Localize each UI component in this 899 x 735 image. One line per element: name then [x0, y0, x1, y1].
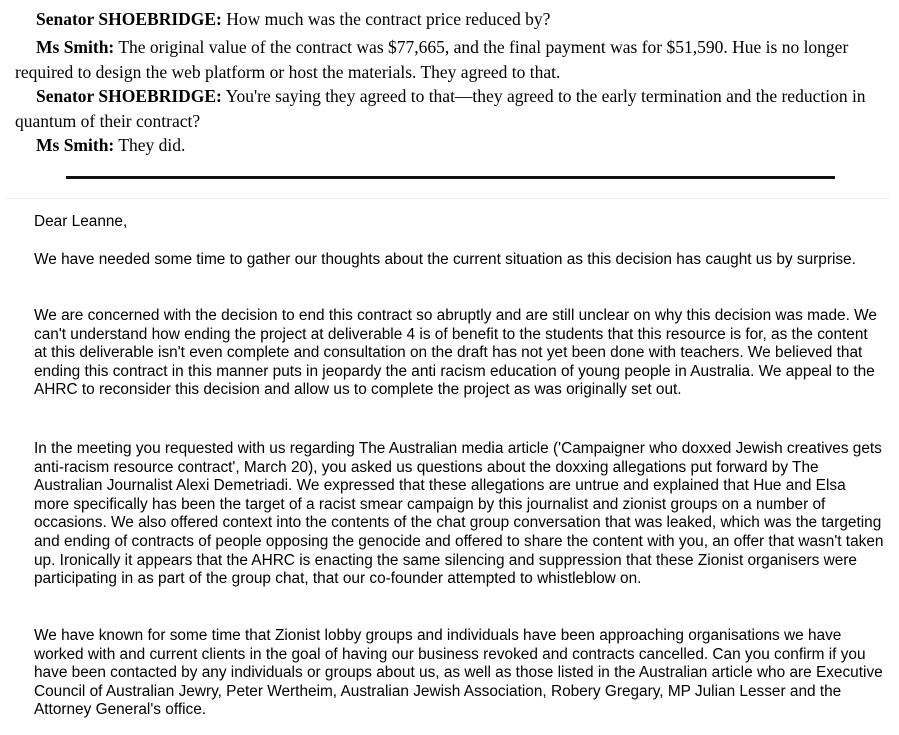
email-paragraph: We have needed some time to gather our thoughts about the current situation as this decision has caught us by surprise. — [34, 251, 856, 268]
speaker-name: Senator SHOEBRIDGE: — [36, 86, 222, 106]
email-greeting: Dear Leanne, — [34, 213, 128, 230]
email-border — [6, 198, 889, 199]
spoken-text: You're saying they agreed to that—they agreed to the early termination and the reduction in quantum of their contract? — [15, 86, 866, 131]
transcript-entry — [15, 35, 885, 84]
transcript-entry — [15, 133, 885, 158]
hansard-transcript-excerpt — [0, 0, 899, 162]
transcript-entry — [15, 84, 885, 133]
spoken-text: How much was the contract price reduced by? — [226, 9, 551, 29]
speaker-name: Ms Smith: — [36, 37, 115, 57]
email-paragraph: In the meeting you requested with us regarding The Australian media article ('Campaigner who doxxed Jewish creatives gets anti-racism resource contract', March 20), you asked us questions about the doxxing allegations put forward by The Australian Journalist Alexi Demetriadi. We expressed that these allegations are untrue and explained that Hue and Elsa more specifically has been the target of a racist smear campaign by this journalist and zionist groups on a number of occasions. We also offered context into the contents of the chat group conversation that was leaked, which was the targeting and ending of contracts of people opposing the genocide and offered to share the content with you, an offer that wasn't taken up. Ironically it appears that the AHRC is enacting the same silencing and suppression that these Zionist organisers were participating in as part of the group chat, that our co-founder attempted to whistleblow on. — [34, 440, 884, 588]
speaker-name: Ms Smith: — [36, 135, 115, 155]
speaker-name: Senator SHOEBRIDGE: — [36, 9, 222, 29]
spoken-text: The original value of the contract was $77,665, and the final payment was for $51,590. Hue is no longer required to design the web platform or host the materials. They agreed to that. — [15, 37, 849, 82]
email-paragraph: We are concerned with the decision to end this contract so abruptly and are still unclear on why this decision was made. We can't understand how ending the project at deliverable 4 is of benefit to the students that this resource is for, as the content at this deliverable isn't even complete and consultation on the draft has not yet been done with teachers. We believed that ending this contract in this manner puts in jeopardy the anti racism education of young people in Australia. We appeal to the AHRC to reconsider this decision and allow us to complete the project as was originally set out. — [34, 307, 877, 399]
transcript-entry — [15, 7, 885, 32]
spoken-text: They did. — [118, 135, 186, 155]
email-paragraph: We have known for some time that Zionist lobby groups and individuals have been approaching organisations we have worked with and current clients in the goal of having our business revoked and contracts cancelled. Can you confirm if you have been contacted by any individuals or groups about us, as well as those listed in the Australian article who are Executive Council of Australian Jewry, Peter Wertheim, Australian Jewish Association, Robery Gregary, MP Julian Lesser and the Attorney General's office. — [34, 627, 883, 719]
email-letter — [0, 198, 899, 735]
section-divider — [66, 176, 835, 179]
